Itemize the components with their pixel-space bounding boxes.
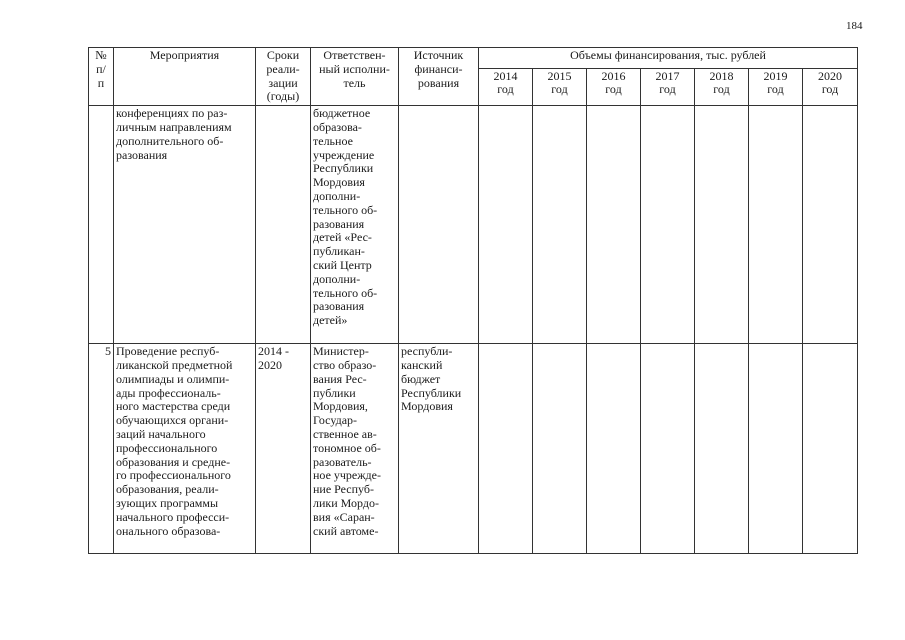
header-num: № п/ п [89, 48, 114, 106]
row-num: 5 [89, 344, 114, 554]
header-year: 2016 год [587, 68, 641, 106]
row-year-value [479, 106, 533, 344]
table-row [89, 344, 858, 554]
header-terms: Сроки реали- зации (годы) [256, 48, 311, 106]
row-year-value [641, 106, 695, 344]
page-number: 184 [846, 20, 863, 32]
row-year-value [803, 106, 858, 344]
row-year-value [749, 106, 803, 344]
header-row [89, 48, 858, 69]
row-year-value [641, 344, 695, 554]
header-year: 2017 год [641, 68, 695, 106]
row-terms: 2014 - 2020 [256, 344, 311, 554]
row-event: Проведение респуб- ликанской предметной олимпиады и олимпи- ады профессиональ- ного мастерства среди обучающихся органи- заций начального профессионального образования и средне- го профессионального образования, реали- зующих программы начального професси- онального образова- [114, 344, 256, 554]
financing-table [88, 47, 858, 554]
row-year-value [479, 344, 533, 554]
row-num [89, 106, 114, 344]
row-year-value [695, 106, 749, 344]
header-year: 2014 год [479, 68, 533, 106]
row-year-value [587, 106, 641, 344]
row-responsible: бюджетное образова- тельное учреждение Республики Мордовия дополни- тельного об- разования детей «Рес- публикан- ский Центр дополни- тельного об- разования детей» [311, 106, 399, 344]
row-year-value [695, 344, 749, 554]
row-terms [256, 106, 311, 344]
header-year: 2018 год [695, 68, 749, 106]
header-responsible: Ответствен- ный исполни- тель [311, 48, 399, 106]
header-year: 2019 год [749, 68, 803, 106]
header-source: Источник финанси- рования [399, 48, 479, 106]
header-event: Мероприятия [114, 48, 256, 106]
row-source: республи- канский бюджет Республики Мордовия [399, 344, 479, 554]
row-year-value [749, 344, 803, 554]
row-event: конференциях по раз- личным направлениям дополнительного об- разования [114, 106, 256, 344]
row-source [399, 106, 479, 344]
header-year: 2020 год [803, 68, 858, 106]
row-year-value [803, 344, 858, 554]
row-responsible: Министер- ство образо- вания Рес- публики Мордовия, Государ- ственное ав- тономное об- разователь- ное учрежде- ние Респуб- лики Мордо- вия «Саран- ский автоме- [311, 344, 399, 554]
header-year: 2015 год [533, 68, 587, 106]
row-year-value [533, 344, 587, 554]
header-volumes: Объемы финансирования, тыс. рублей [479, 48, 858, 69]
table-row [89, 106, 858, 344]
row-year-value [587, 344, 641, 554]
row-year-value [533, 106, 587, 344]
